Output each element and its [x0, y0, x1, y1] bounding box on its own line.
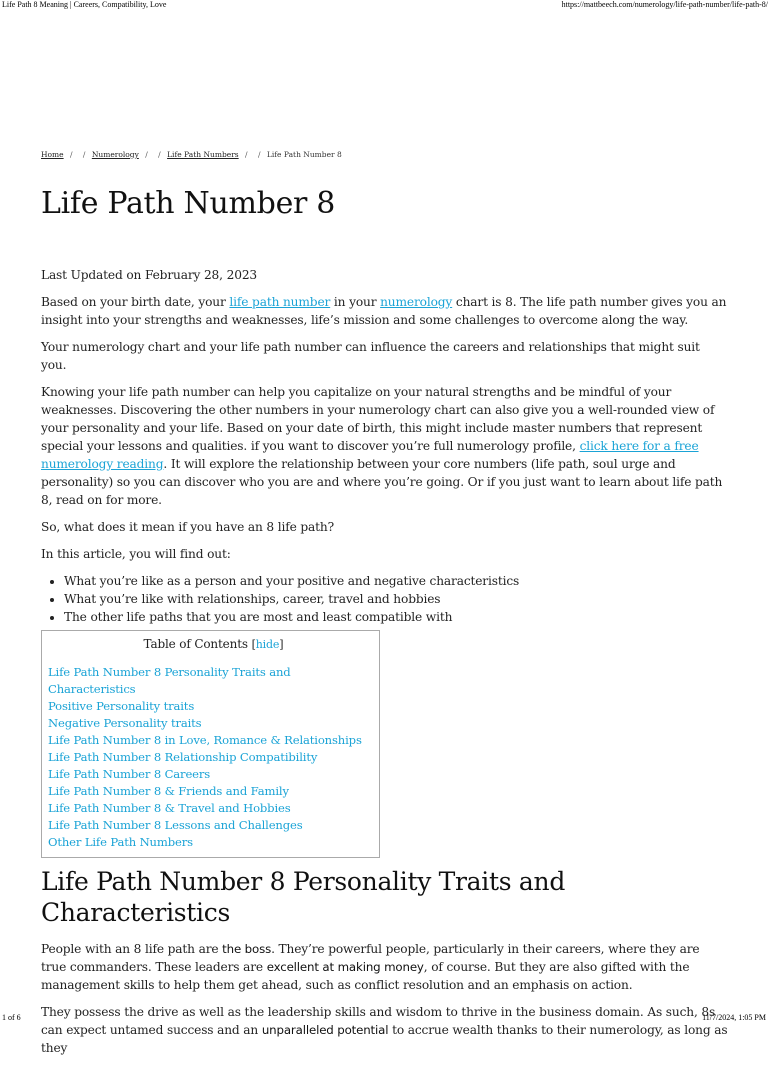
text-run: People with an 8 life path are	[41, 942, 223, 956]
list-item: • What you’re like as a person and your positive and negative characteristics	[64, 572, 728, 590]
toc-title: Table of Contents	[143, 637, 248, 651]
numerology-link[interactable]: numerology	[380, 295, 453, 309]
toc-item	[48, 766, 379, 783]
intro-paragraph-2: Your numerology chart and your life path number can influence the careers and relationships that might suit you.	[41, 340, 700, 372]
breadcrumb-separator: /	[70, 150, 73, 159]
breadcrumb-home-link[interactable]: Home	[41, 150, 64, 159]
toc-item	[48, 800, 379, 817]
breadcrumb-life-path-numbers-link[interactable]: Life Path Numbers	[167, 150, 239, 159]
last-updated: Last Updated on February 28, 2023	[41, 268, 258, 282]
free-reading-link[interactable]: click here for a free numerology reading	[41, 439, 699, 471]
bold-phrase: the boss	[222, 942, 272, 956]
text-run: . It will explore the relationship between your core numbers (life path, soul urge and personality) so you can discover who you are and where you’re going. Or if you just want to learn about life path 8, read on for more.	[41, 457, 723, 507]
print-header	[0, 0, 768, 12]
text-run: to accrue wealth thanks to their numerology, as long as they	[41, 1023, 728, 1055]
toc-item	[48, 698, 379, 715]
print-page-url: https://mattbeech.com/numerology/life-path-number/life-path-8/	[561, 0, 768, 9]
bold-phrase: excellent at making money	[266, 960, 424, 974]
breadcrumb-numerology-link[interactable]: Numerology	[91, 150, 139, 159]
toc-link-careers[interactable]: Life Path Number 8 Careers	[48, 767, 211, 781]
toc-link-lessons-challenges[interactable]: Life Path Number 8 Lessons and Challenges	[48, 818, 303, 832]
breadcrumb-separator: /	[245, 150, 248, 159]
text-run: . They’re powerful people, particularly in their careers, where they are true commanders. These leaders are	[41, 942, 700, 974]
toc-link-other-numbers[interactable]: Other Life Path Numbers	[48, 835, 193, 849]
bold-phrase: unparalleled potential	[261, 1023, 389, 1037]
toc-hide-button[interactable]: hide	[255, 638, 280, 651]
toc-item	[48, 664, 379, 698]
section-heading-personality: Life Path Number 8 Personality Traits and Characteristics	[41, 867, 566, 927]
text-run: chart is 8. The life path number gives you an insight into your strengths and weaknesses, life’s mission and some challenges to overcome along the way.	[41, 295, 727, 327]
toc-hide-toggle: [hide]	[251, 638, 284, 651]
print-page-number: 1 of 6	[2, 1013, 21, 1022]
toc-link-love-romance[interactable]: Life Path Number 8 in Love, Romance & Relationships	[48, 733, 362, 747]
toc-item	[48, 834, 379, 851]
toc-link-travel-hobbies[interactable]: Life Path Number 8 & Travel and Hobbies	[48, 801, 291, 815]
text-run: Knowing your life path number can help you capitalize on your natural strengths and be mindful of your weaknesses. Discovering the other numbers in your numerology chart can also give you a well-rounded view of your personality and your life. Based on your date of birth, this might include master numbers that represent special your lessons and qualities. if you want to discover you’re full numerology profile,	[41, 385, 715, 453]
list-item: • The other life paths that you are most and least compatible with	[64, 608, 728, 626]
article-bullet-list	[41, 572, 728, 626]
toc-link-friends-family[interactable]: Life Path Number 8 & Friends and Family	[48, 784, 289, 798]
breadcrumb	[41, 150, 342, 159]
breadcrumb-separator: /	[158, 150, 161, 159]
breadcrumb-separator: /	[82, 150, 86, 159]
print-page-title: Life Path 8 Meaning | Careers, Compatibility, Love	[2, 0, 167, 9]
life-path-number-link[interactable]: life path number	[229, 295, 331, 309]
article-body	[41, 266, 728, 1066]
toc-link-negative-traits[interactable]: Negative Personality traits	[48, 716, 202, 730]
breadcrumb-separator: /	[145, 150, 148, 159]
toc-item	[48, 749, 379, 766]
toc-header	[48, 635, 379, 654]
toc-item	[48, 715, 379, 732]
intro-paragraph-5: In this article, you will find out:	[41, 547, 231, 561]
list-item: • What you’re like with relationships, career, travel and hobbies	[64, 590, 728, 608]
text-run: in your	[330, 295, 381, 309]
toc-item	[48, 732, 379, 749]
toc-list	[48, 664, 379, 851]
print-datetime: 11/7/2024, 1:05 PM	[702, 1013, 766, 1022]
text-run: Based on your birth date, your	[41, 295, 230, 309]
intro-paragraph-4: So, what does it mean if you have an 8 life path?	[41, 520, 334, 534]
breadcrumb-current: Life Path Number 8	[266, 150, 342, 159]
intro-paragraph-3	[41, 383, 728, 509]
section-paragraph-1	[41, 940, 728, 994]
toc-item	[48, 783, 379, 800]
print-footer	[0, 1012, 768, 1024]
breadcrumb-separator: /	[257, 150, 261, 159]
toc-item	[48, 817, 379, 834]
toc-link-compatibility[interactable]: Life Path Number 8 Relationship Compatibility	[48, 750, 318, 764]
text-run: , of course. But they are also gifted with the management skills to help them get ahead, such as conflict resolution and an emphasis on action.	[41, 960, 690, 992]
toc-link-personality-traits[interactable]: Life Path Number 8 Personality Traits and Characteristics	[48, 665, 291, 696]
toc-link-positive-traits[interactable]: Positive Personality traits	[48, 699, 195, 713]
page-title: Life Path Number 8	[41, 186, 336, 221]
table-of-contents	[41, 630, 380, 858]
text-run: They possess the drive as well as the leadership skills and wisdom to thrive in the business domain. As such, 8s can expect untamed success and an	[41, 1005, 716, 1037]
intro-paragraph-1	[41, 293, 728, 329]
